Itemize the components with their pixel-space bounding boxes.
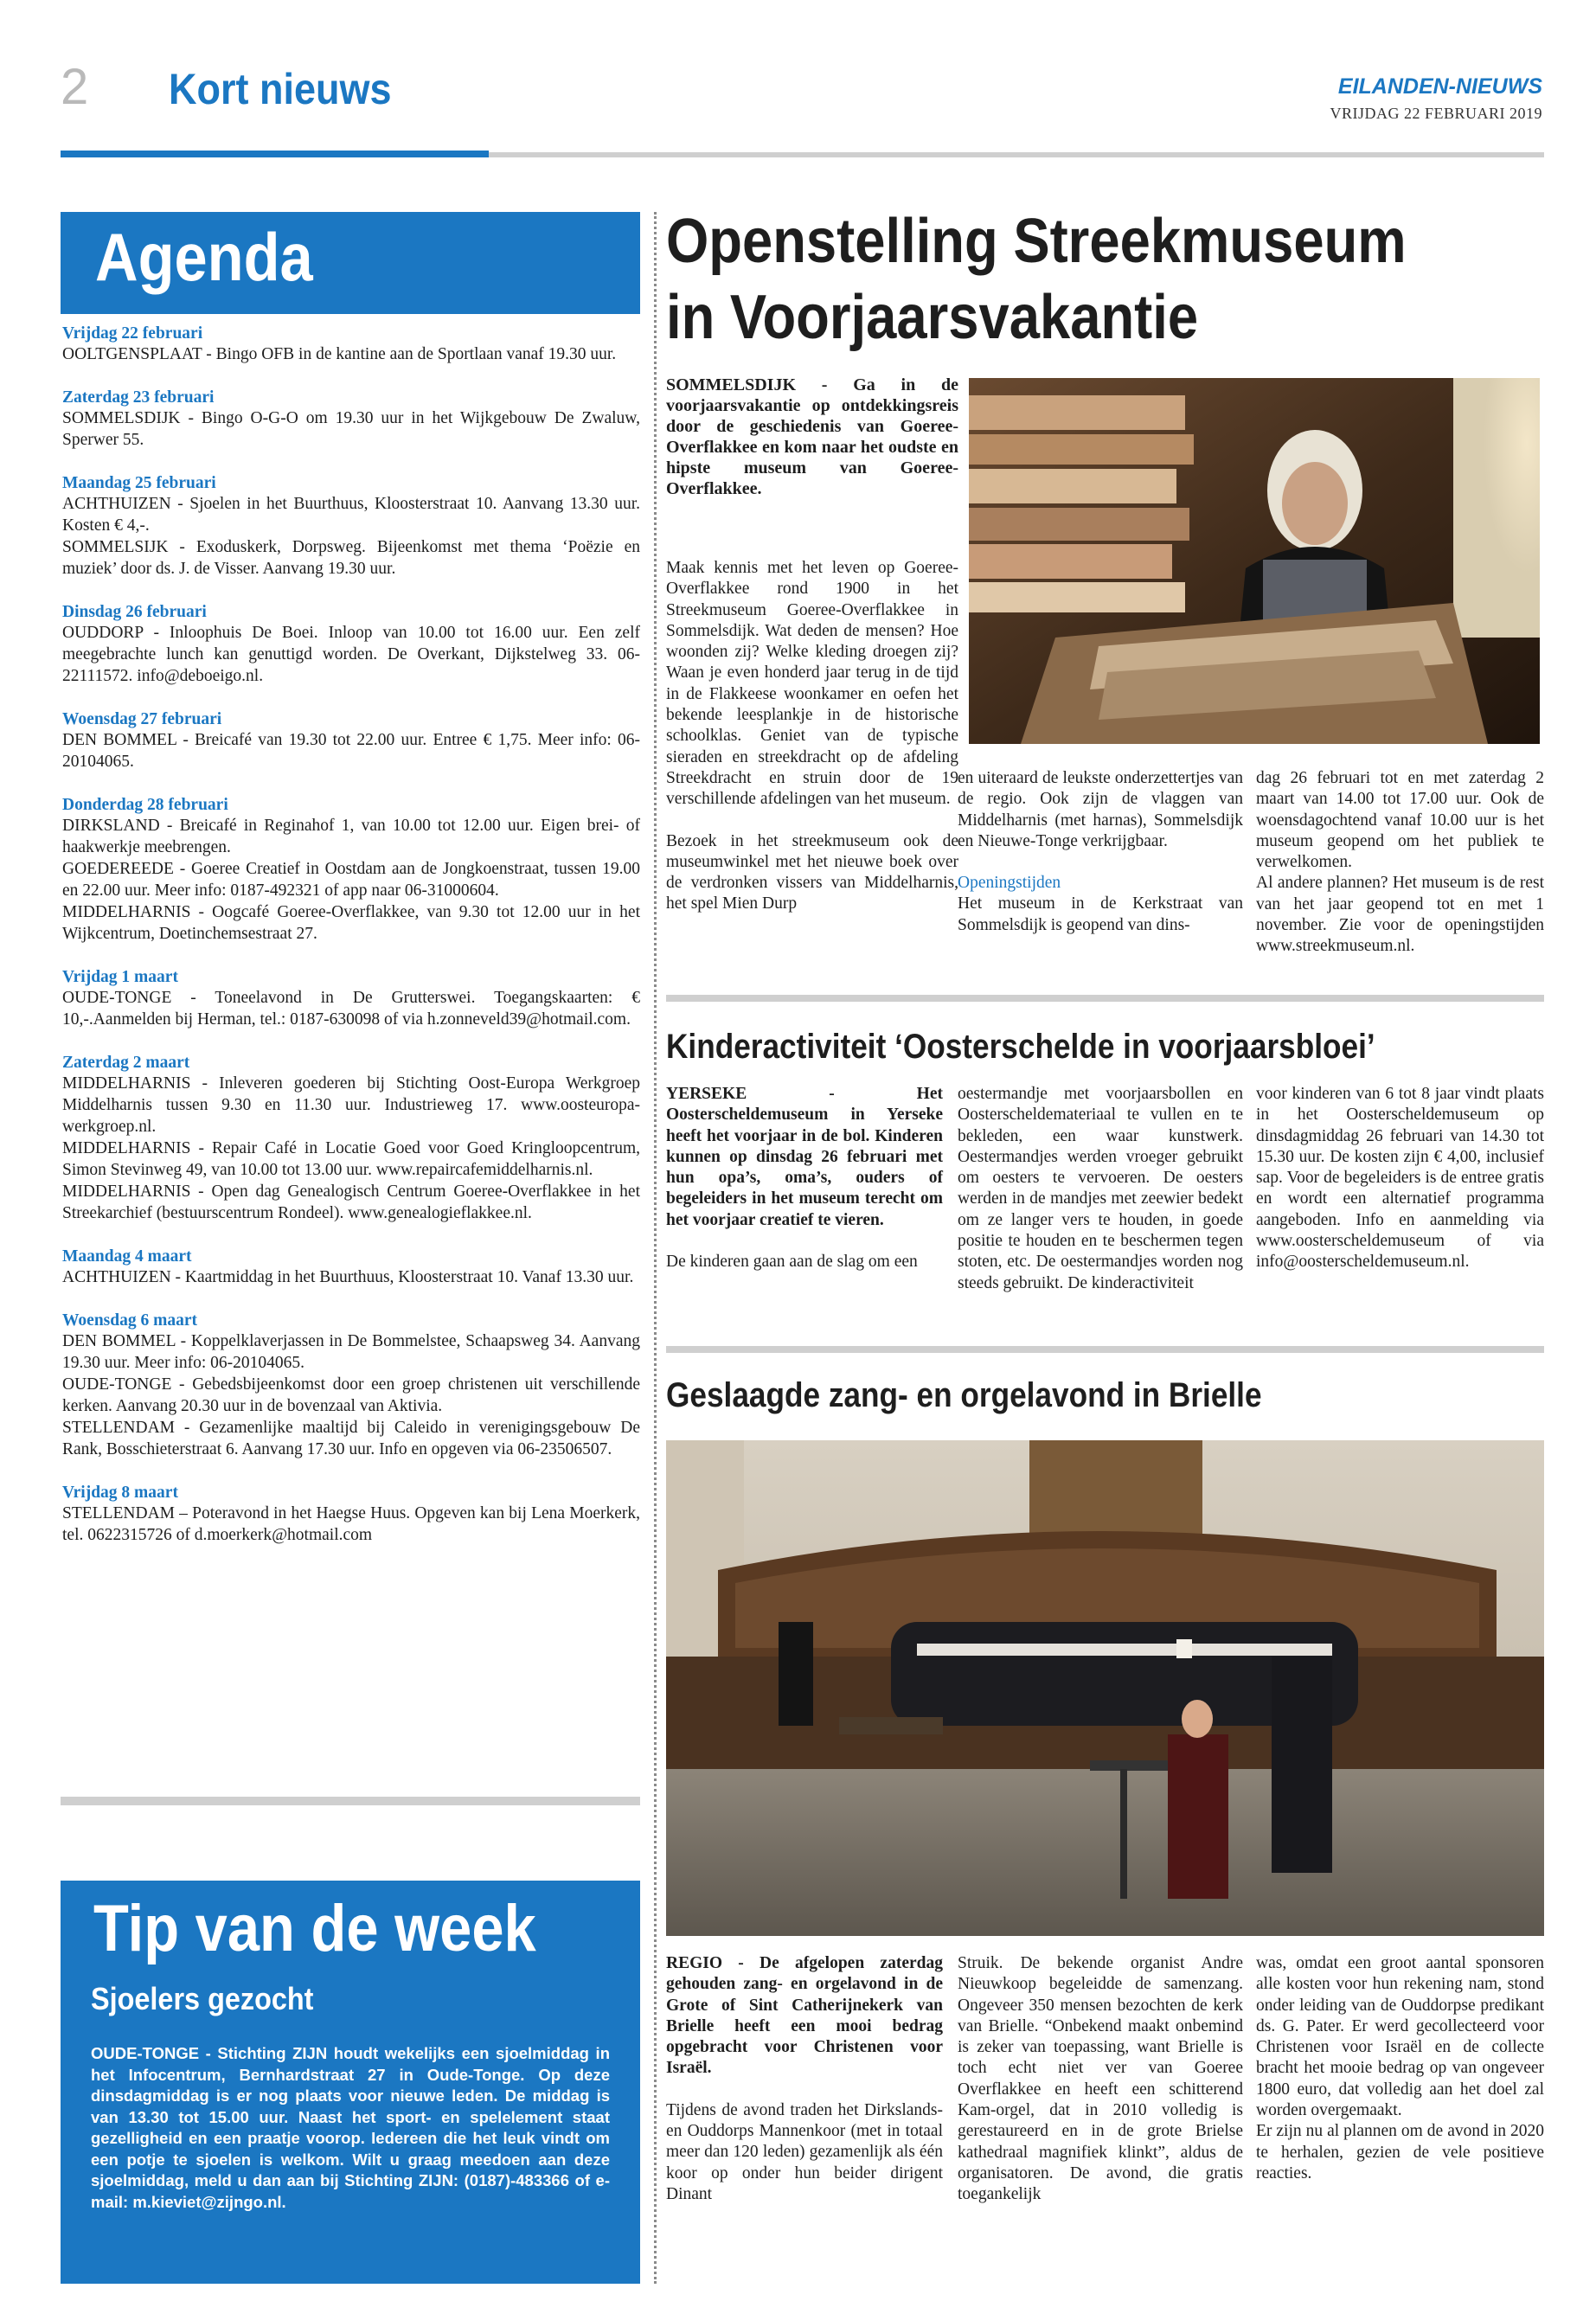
agenda-date: Woensdag 6 maart bbox=[62, 1311, 197, 1330]
article2-col3 bbox=[1256, 1084, 1544, 1273]
article1-col3 bbox=[1256, 768, 1544, 958]
header-rule-grey bbox=[489, 152, 1544, 157]
agenda-entry: MIDDELHARNIS - Repair Café in Locatie Goed voor Goed Kringloopcentrum, Simon Stevinweg 49, van 10.00 tot 13.00 uur. www.repaircafemiddelharnis.nl. bbox=[62, 1139, 640, 1179]
agenda-date: Zaterdag 23 februari bbox=[62, 388, 215, 407]
article1-subhead: Openingstijden bbox=[958, 874, 1061, 893]
article1-paragraph: Al andere plannen? Het museum is de rest van het jaar geopend tot en met 1 november. Zie voor de openingstijden www.streekmuseum.nl. bbox=[1256, 874, 1544, 956]
agenda-day bbox=[62, 473, 640, 580]
article1-title-line: Openstelling Streekmuseum bbox=[666, 207, 1407, 276]
agenda-date: Vrijdag 22 februari bbox=[62, 324, 203, 343]
article-divider bbox=[666, 1346, 1544, 1353]
agenda-entry: OOLTGENSPLAAT - Bingo OFB in de kantine aan de Sportlaan vanaf 19.30 uur. bbox=[62, 345, 617, 363]
article1-paragraph: Bezoek in het streekmuseum ook de museumwinkel met het nieuwe boek over de verdronken vissers van Middelharnis, het spel Mien Durp bbox=[666, 831, 958, 913]
agenda-entry: DIRKSLAND - Breicafé in Reginahof 1, van 10.00 tot 12.00 uur. Eigen brei- of haakwerkje meebrengen. bbox=[62, 817, 640, 856]
masthead-logo: EILANDEN-NIEUWS bbox=[1337, 74, 1542, 99]
agenda-date: Vrijdag 8 maart bbox=[62, 1484, 178, 1502]
publication-date: VRIJDAG 22 FEBRUARI 2019 bbox=[1330, 105, 1542, 122]
tip-body: OUDE-TONGE - Stichting ZIJN houdt wekelijks een sjoelmiddag in het Infocentrum, Bernhardstraat 27 in Oude-Tonge. Op deze dinsdagmiddag is er nog plaats voor nieuwe leden. De middag is van 13.30 tot 15.00 uur. Naast het sport- en spelelement staat gezelligheid en een praatje voorop. Iedereen die het leuk vindt om een potje te sjoelen is welkom. Wilt u graag meedoen aan deze sjoelmiddag, meld u dan aan bij Stichting ZIJN: (0187)-483366 of e-mail: m.kieviet@zijngo.nl. bbox=[91, 2044, 610, 2211]
article2-col1 bbox=[666, 1084, 943, 1272]
agenda-entry: MIDDELHARNIS - Open dag Genealogisch Centrum Goeree-Overflakkee in het Streekarchief (bestuurscentrum Rondeel). www.genealogieflakkee.nl. bbox=[62, 1183, 640, 1222]
agenda-day bbox=[62, 709, 640, 772]
agenda-date: Woensdag 27 februari bbox=[62, 710, 222, 728]
choir-photo bbox=[666, 1440, 1544, 1936]
article1-paragraph: Maak kennis met het leven op Goeree-Overflakkee rond 1900 in het Streekmuseum Goeree-Overflakkee in Sommelsdijk. Wat deden de mensen? Hoe woonden zij? Welke kleding droegen zij? Waan je even honderd jaar terug in de tijd in de Flakkeese woonkamer en oefen het bekende leesplankje in de historische schoolklas. Geniet van de typische sieraden en streekdracht op de afdeling Streekdracht en struin door de 19 verschillende afdelingen van het museum. bbox=[666, 559, 958, 809]
agenda-date: Zaterdag 2 maart bbox=[62, 1054, 190, 1072]
article3-paragraph: Struik. De bekende organist Andre Nieuwkoop begeleidde de samenzang. Ongeveer 350 mensen bezochten de kerk van Brielle. “Onbekend maakt onbemind is zeker van toepassing, want Brielle is toch echt niet ver van Goeree Overflakkee en heeft een schitterend Kam-orgel, dat in 2010 volledig is gerestaureerd en in de grote Brielse kathedraal magnifiek klinkt”, aldus de organisatoren. De avond, die gratis toegankelijk bbox=[958, 1954, 1243, 2204]
article1-paragraph: en uiteraard de leukste onderzettertjes van de regio. Ook zijn de vlaggen van Middelharnis (met harnas), Sommelsdijk en Nieuwe-Tonge verkrijgbaar. bbox=[958, 769, 1243, 850]
agenda-day bbox=[62, 602, 640, 687]
agenda-day bbox=[62, 1311, 640, 1460]
section-title: Kort nieuws bbox=[169, 65, 392, 113]
museum-photo bbox=[969, 378, 1540, 744]
article3-col1 bbox=[666, 1953, 943, 2205]
agenda-entry: OUDE-TONGE - Toneelavond in De Grutterswei. Toegangskaarten: € 10,-.Aanmelden bij Herman, tel.: 0187-630098 of via h.zonneveld39@hotmail.com. bbox=[62, 989, 640, 1029]
article3-paragraph: Tijdens de avond traden het Dirkslands- en Ouddorps Mannenkoor (met in totaal meer dan 120 leden) gezamenlijk als één koor op onder hun beider dirigent Dinant bbox=[666, 2100, 943, 2203]
agenda-entry: MIDDELHARNIS - Oogcafé Goeree-Overflakkee, van 9.30 tot 12.00 uur in het Wijkcentrum, Doetinchemsestraat 27. bbox=[62, 903, 640, 943]
agenda-entry: DEN BOMMEL - Koppelklaverjassen in De Bommelstee, Schaapsweg 34. Aanvang 19.30 uur. Meer info: 06-20104065. bbox=[62, 1332, 640, 1372]
agenda-entry: DEN BOMMEL - Breicafé van 19.30 tot 22.00 uur. Entree € 1,75. Meer info: 06-20104065. bbox=[62, 731, 640, 771]
agenda-date: Vrijdag 1 maart bbox=[62, 968, 178, 986]
tip-subtitle: Sjoelers gezocht bbox=[91, 1981, 314, 2016]
article3-paragraph: was, omdat een groot aantal sponsoren alle kosten voor hun rekening nam, stond onder leiding van de Ouddorpse predikant ds. G. Pater. Er werd gecollecteerd voor Christenen voor Israël en de collecte bracht het mooie bedrag op van ongeveer 1800 euro, dat volledig aan het doel zal worden overgemaakt. bbox=[1256, 1954, 1544, 2120]
article1-title bbox=[666, 203, 1427, 356]
agenda-entry: STELLENDAM - Gezamenlijke maaltijd bij Caleido in verenigingsgebouw De Rank, Bosschieterstraat 6. Aanvang 17.30 uur. Info en opgeven via 06-23506507. bbox=[62, 1419, 640, 1458]
agenda-entry: ACHTHUIZEN - Sjoelen in het Buurthuus, Kloosterstraat 10. Aanvang 13.30 uur. Kosten € 4,-. bbox=[62, 495, 640, 535]
agenda-day bbox=[62, 1247, 640, 1288]
agenda-entry: MIDDELHARNIS - Inleveren goederen bij Stichting Oost-Europa Werkgroep Middelharnis tussen 9.30 en 11.30 uur. Industrieweg 17. www.oosteuropa-werkgroep.nl. bbox=[62, 1074, 640, 1136]
agenda-entry: OUDE-TONGE - Gebedsbijeenkomst door een groep christenen uit verschillende kerken. Aanvang 20.30 uur in de bovenzaal van Aktivia. bbox=[62, 1375, 640, 1415]
agenda-entry: STELLENDAM – Poteravond in het Haegse Huus. Opgeven kan bij Lena Moerkerk, tel. 0622315726 of d.moerkerk@hotmail.com bbox=[62, 1504, 640, 1544]
agenda-day bbox=[62, 1483, 640, 1546]
header-rule-blue bbox=[61, 151, 489, 157]
agenda-day bbox=[62, 324, 640, 365]
agenda-day bbox=[62, 967, 640, 1030]
article1-title-line: in Voorjaarsvakantie bbox=[666, 283, 1199, 352]
article3-col3 bbox=[1256, 1953, 1544, 2184]
page-number: 2 bbox=[61, 59, 89, 115]
article2-paragraph: De kinderen gaan aan de slag om een bbox=[666, 1253, 918, 1272]
article2-col2 bbox=[958, 1084, 1243, 1294]
article1-col1 bbox=[666, 558, 958, 936]
column-divider-dotted bbox=[654, 212, 657, 2284]
article2-paragraph: voor kinderen van 6 tot 8 jaar vindt plaats in het Oosterscheldemuseum op dinsdagmiddag 26 februari van 14.30 tot 15.30 uur. De kosten zijn € 4,00, inclusief sap. Voor de begeleiders is de entree gratis en wordt een alternatief programma aangeboden. Info en aanmelding via www.oosterscheldemuseum of via info@oosterscheldemuseum.nl. bbox=[1256, 1085, 1544, 1272]
article1-paragraph: Het museum in de Kerkstraat van Sommelsdijk is geopend van dins- bbox=[958, 894, 1243, 934]
agenda-entry: SOMMELSIJK - Exoduskerk, Dorpsweg. Bijeenkomst met thema ‘Poëzie en muziek’ door ds. J. de Visser. Aanvang 19.30 uur. bbox=[62, 538, 640, 578]
agenda-date: Maandag 4 maart bbox=[62, 1247, 192, 1266]
agenda-day bbox=[62, 388, 640, 451]
agenda-entry: OUDDORP - Inloophuis De Boei. Inloop van 10.00 tot 16.00 uur. Een zelf meegebrachte lunch kan genuttigd worden. De Overkant, Dijkstelweg 33. 06-22111572. info@deboeigo.nl. bbox=[62, 624, 640, 685]
article1-lead: SOMMELSDIJK - Ga in de voorjaarsvakantie op ontdekkingsreis door de geschiedenis van Goeree-Overflakkee en kom naar het oudste en hipste museum van Goeree-Overflakkee. bbox=[666, 375, 958, 498]
article2-title: Kinderactiviteit ‘Oosterschelde in voorjaarsbloei’ bbox=[666, 1028, 1375, 1066]
agenda-day bbox=[62, 795, 640, 945]
agenda-entry: GOEDEREEDE - Goeree Creatief in Oostdam aan de Jongkoenstraat, tussen 19.00 en 22.00 uur. Meer info: 0187-492321 of app naar 06-31000604. bbox=[62, 860, 640, 900]
agenda-date: Donderdag 28 februari bbox=[62, 796, 228, 814]
article3-paragraph: Er zijn nu al plannen om de avond in 2020 te herhalen, gezien de vele positieve reacties. bbox=[1256, 2122, 1544, 2182]
article3-lead: REGIO - De afgelopen zaterdag gehouden zang- en orgelavond in de Grote of Sint Catherijnekerk van Brielle heeft een mooi bedrag opgebracht voor Christenen voor Israël. bbox=[666, 1954, 943, 2078]
agenda-entry: SOMMELSDIJK - Bingo O-G-O om 19.30 uur in het Wijkgebouw De Zwaluw, Sperwer 55. bbox=[62, 409, 640, 449]
agenda-entry: ACHTHUIZEN - Kaartmiddag in het Buurthuus, Kloosterstraat 10. Vanaf 13.30 uur. bbox=[62, 1268, 634, 1286]
agenda-end-rule bbox=[61, 1797, 640, 1805]
agenda-day bbox=[62, 1053, 640, 1224]
agenda-date: Maandag 25 februari bbox=[62, 474, 216, 492]
agenda-list bbox=[62, 324, 640, 1568]
agenda-title: Agenda bbox=[95, 219, 313, 295]
article1-col2 bbox=[958, 768, 1243, 936]
agenda-date: Dinsdag 26 februari bbox=[62, 603, 207, 621]
article1-paragraph: dag 26 februari tot en met zaterdag 2 maart van 14.00 tot 17.00 uur. Ook de woensdagochtend vanaf 10.00 uur is het museum geopend om het publiek te verwelkomen. bbox=[1256, 769, 1544, 872]
article-divider bbox=[666, 995, 1544, 1002]
article2-paragraph: oestermandje met voorjaarsbollen en Oosterscheldemateriaal te vullen en te bekleden, een waar kunstwerk. Oestermandjes werden vroeger gebruikt om oesters te vervoeren. De oesters werden in de mandjes met zeewier bedekt om ze langer vers te houden, in goede positie te houden en te beschermen tegen stoten, etc. De oestermandjes worden nog steeds gebruikt. De kinderactiviteit bbox=[958, 1085, 1243, 1292]
article3-title: Geslaagde zang- en orgelavond in Brielle bbox=[666, 1376, 1262, 1414]
article2-lead: YERSEKE - Het Oosterscheldemuseum in Yerseke heeft het voorjaar in de bol. Kinderen kunnen op dinsdag 26 februari met hun opa’s, oma’s, ouders of begeleiders in het museum terecht om het voorjaar creatief te vieren. bbox=[666, 1085, 943, 1229]
tip-title: Tip van de week bbox=[93, 1892, 536, 1965]
article3-col2 bbox=[958, 1953, 1243, 2206]
